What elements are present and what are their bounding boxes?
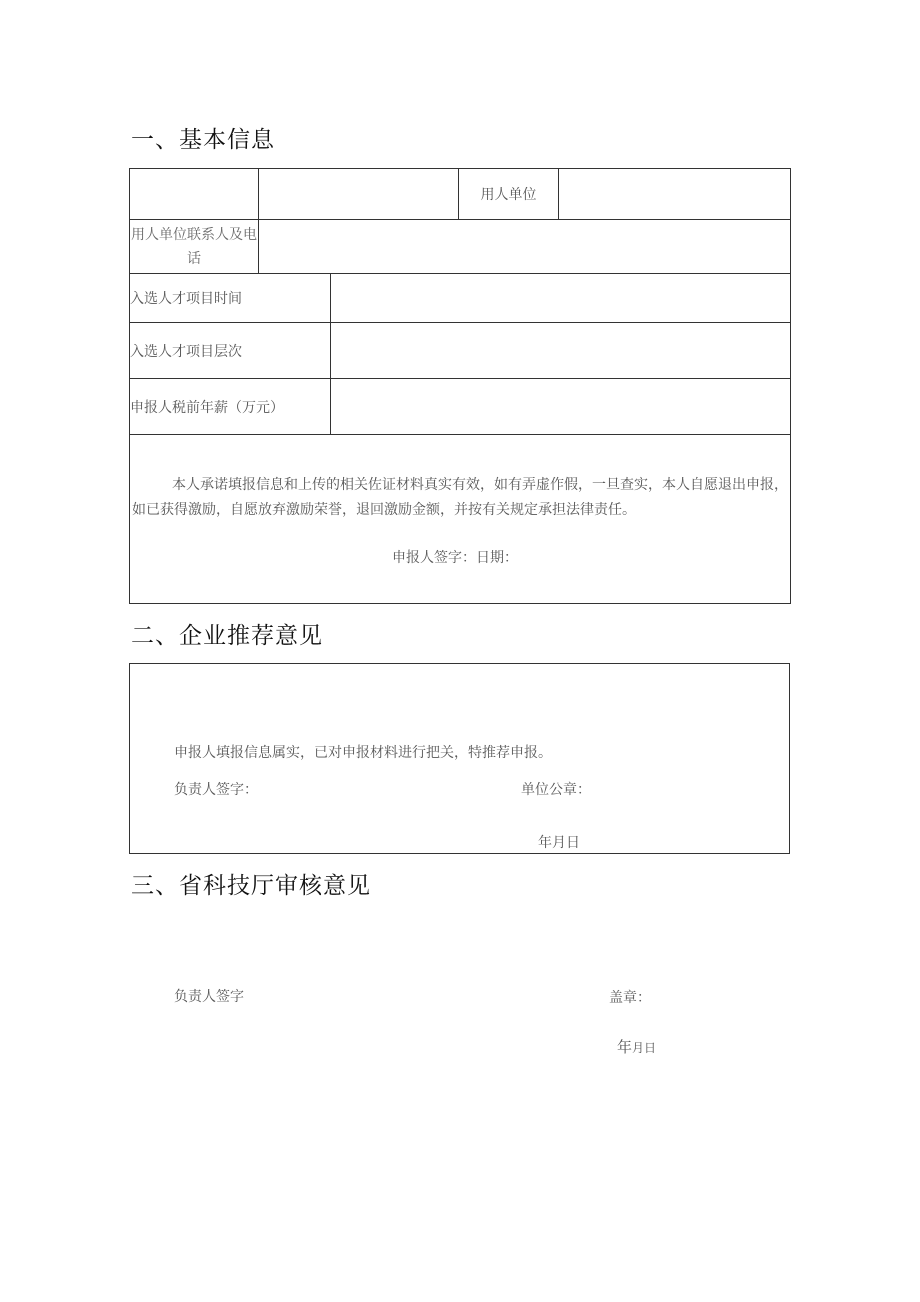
- salary-input[interactable]: [331, 379, 791, 435]
- recommendation-box: [129, 663, 790, 854]
- recommender-signature-label: 负责人签字：: [174, 782, 258, 798]
- recommendation-date: 年月日: [538, 835, 580, 851]
- basic-info-table: [129, 168, 791, 604]
- section-title-basic-info: 一、基本信息: [131, 127, 275, 153]
- project-level-input[interactable]: [331, 323, 791, 379]
- project-time-input[interactable]: [331, 274, 791, 323]
- contact-label: 用人单位联系人及电话: [130, 220, 259, 274]
- recommendation-statement: 申报人填报信息属实，已对申报材料进行把关，特推荐申报。: [174, 745, 552, 761]
- review-date: [617, 1038, 656, 1058]
- basic-row1-value-input[interactable]: [259, 169, 459, 220]
- reviewer-signature-label: 负责人签字: [174, 989, 244, 1005]
- review-date-month-day: 月日: [632, 1041, 657, 1055]
- review-seal-label: 盖章：: [609, 990, 651, 1006]
- basic-row1-label-cell: [130, 169, 259, 220]
- section-title-recommendation: 二、企业推荐意见: [131, 623, 323, 649]
- pledge-text: 本人承诺填报信息和上传的相关佐证材料真实有效，如有弄虚作假，一旦查实，本人自愿退出申报，如已获得激励，自愿放弃激励荣誉，退回激励金额，并按有关规定承担法律责任。: [132, 477, 788, 518]
- applicant-signature-date: 申报人签字：日期：: [392, 550, 518, 566]
- pledge-cell: [130, 435, 791, 604]
- project-level-label: 入选人才项目层次: [130, 323, 331, 379]
- salary-label: 申报人税前年薪（万元）: [130, 379, 331, 435]
- project-time-label: 入选人才项目时间: [130, 274, 331, 323]
- review-date-year: 年: [617, 1038, 633, 1056]
- employer-label: 用人单位: [459, 169, 559, 220]
- unit-seal-label: 单位公章：: [521, 782, 591, 798]
- contact-input[interactable]: [259, 220, 791, 274]
- section-title-review: 三、省科技厅审核意见: [131, 873, 371, 899]
- employer-input[interactable]: [559, 169, 791, 220]
